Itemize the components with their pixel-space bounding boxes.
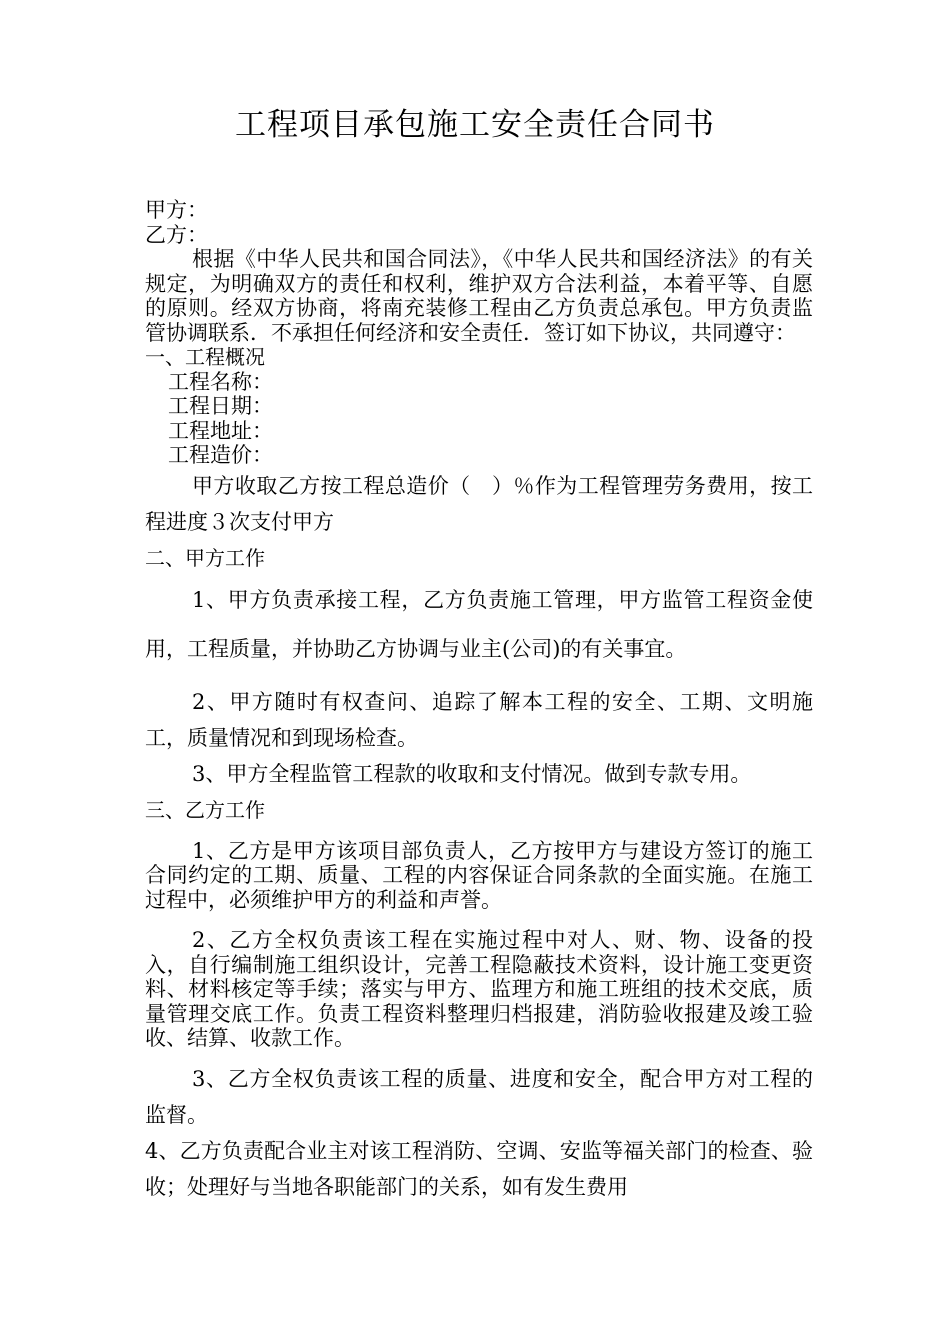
party-b-item-1: 1、乙方是甲方该项目部负责人，乙方按甲方与建设方签订的施工合同约定的工期、质量、工程的内容保证合同条款的全面实施。在施工过程中，必须维护甲方的利益和声誉。 xyxy=(145,838,813,912)
section-1-heading: 一、工程概况 xyxy=(145,345,265,369)
document-title: 工程项目承包施工安全责任合同书 xyxy=(235,107,715,143)
party-b-item-3: 3、乙方全权负责该工程的质量、进度和安全，配合甲方对工程的监督。 xyxy=(145,1066,813,1127)
field-project-address: 工程地址： xyxy=(168,418,273,443)
party-a-item-2: 2、甲方随时有权查问、追踪了解本工程的安全、工期、文明施工，质量情况和到现场检查。 xyxy=(145,690,813,750)
party-b-item-4: 4、乙方负责配合业主对该工程消防、空调、安监等福关部门的检查、验收；处理好与当地各职能部门的关系，如有发生费用 xyxy=(145,1138,813,1199)
party-a-line: 甲方： xyxy=(145,198,208,222)
section-3-heading: 三、乙方工作 xyxy=(145,798,265,822)
section-2-heading: 二、甲方工作 xyxy=(145,545,265,570)
intro-paragraph: 根据《中华人民共和国合同法》，《中华人民共和国经济法》的有关规定，为明确双方的责任和权利，维护双方合法利益，本着平等、自愿的原则。经双方协商，将南充装修工程由乙方负责总承包。甲方负责监管协调联系．不承担任何经济和安全责任．签订如下协议，共同遵守： xyxy=(145,247,813,345)
party-a-item-3: 3、甲方全程监管工程款的收取和支付情况。做到专款专用。 xyxy=(192,762,752,786)
field-project-cost: 工程造价： xyxy=(168,443,273,467)
party-a-item-1: 1、甲方负责承接工程，乙方负责施工管理，甲方监管工程资金使用，工程质量，并协助乙方协调与业主(公司)的有关事宜。 xyxy=(145,588,813,661)
party-b-item-2: 2、乙方全权负责该工程在实施过程中对人、财、物、设备的投入，自行编制施工组织设计，完善工程隐蔽技术资料，设计施工变更资料、材料核定等手续；落实与甲方、监理方和施工班组的技术交底，质量管理交底工作。负责工程资料整理归档报建，消防验收报建及竣工验收、结算、收款工作。 xyxy=(145,928,813,1050)
fee-note-paragraph: 甲方收取乙方按工程总造价（ ）％作为工程管理劳务费用，按工程进度３次支付甲方 xyxy=(145,473,813,534)
party-b-line: 乙方： xyxy=(145,222,208,247)
document-body xyxy=(145,198,813,1205)
field-project-date: 工程日期： xyxy=(168,394,273,418)
field-project-name: 工程名称： xyxy=(168,369,273,394)
